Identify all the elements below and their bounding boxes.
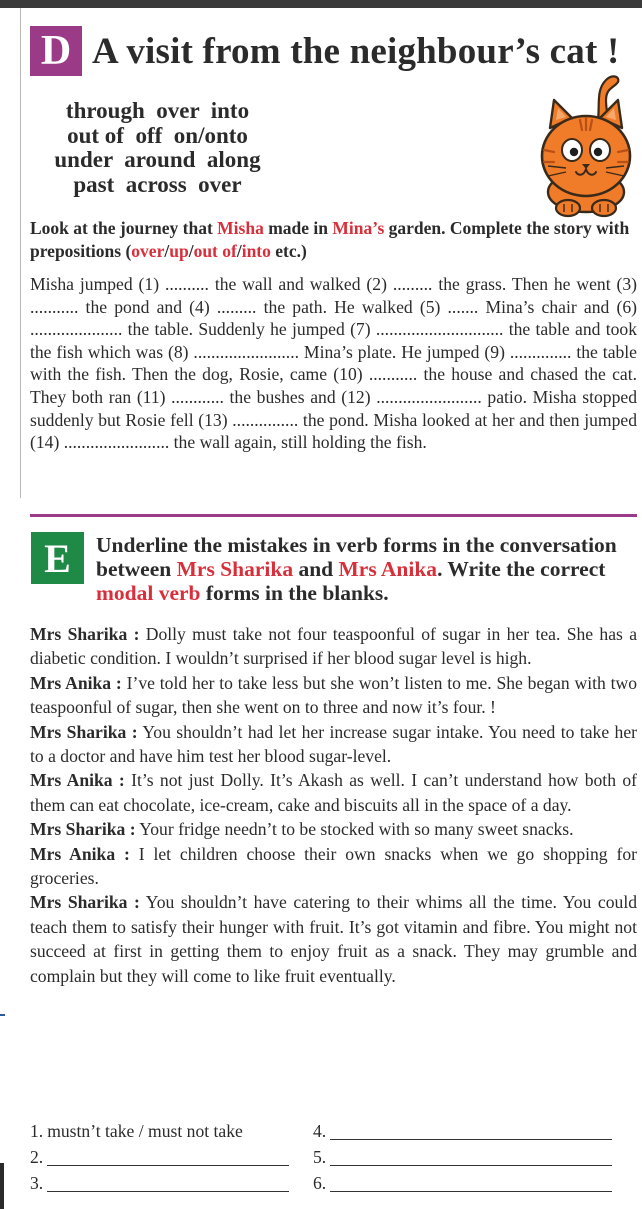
instruction-highlight: into xyxy=(241,241,271,261)
instruction-text: forms in the blanks. xyxy=(200,581,389,605)
dialogue-text: You shouldn’t had let her increase sugar intake. You need to take her to a doctor and have him test her blood sugar-level. xyxy=(30,721,637,767)
answer-blank-3[interactable] xyxy=(47,1171,289,1192)
word-box-line: under around along xyxy=(54,147,261,172)
instruction-highlight: Mrs Anika xyxy=(338,557,438,581)
instruction-highlight: up xyxy=(169,241,189,261)
answer-number: 6. xyxy=(313,1173,327,1193)
conversation-turn xyxy=(30,842,637,891)
instruction-highlight: Misha xyxy=(217,218,264,238)
dialogue-text: I’ve told her to take less but she won’t listen to me. She began with two teaspoonful of sugar, then she went on to three and now it’s four. ! xyxy=(30,672,637,718)
dialogue-text: I let children choose their own snacks when we go shopping for groceries. xyxy=(30,843,637,889)
instruction-text: etc.) xyxy=(270,241,307,261)
answer-number: 4. xyxy=(313,1121,327,1141)
instruction-text: / xyxy=(164,241,170,261)
speaker-label: Mrs Anika : xyxy=(30,672,122,693)
margin-marker xyxy=(0,1163,4,1209)
instruction-text: Underline the mistakes in verb forms in the conversation between xyxy=(96,533,617,581)
section-d-instruction xyxy=(30,217,636,263)
instruction-text: Look at the journey that xyxy=(30,218,218,238)
answer-number: 1. xyxy=(30,1121,44,1141)
instruction-highlight: Mina’s xyxy=(332,218,385,238)
instruction-highlight: modal verb xyxy=(96,581,201,605)
instruction-text: / xyxy=(188,241,194,261)
conversation-turn xyxy=(30,720,637,769)
conversation xyxy=(30,622,637,988)
answer-item xyxy=(313,1170,613,1196)
answer-row xyxy=(30,1144,637,1170)
dialogue-text: Dolly must take not four teaspoonful of sugar in her tea. She has a diabetic condition. I wouldn’t surprised if her blood sugar level is high. xyxy=(30,624,638,669)
dialogue-text: You shouldn’t have catering to their whims all the time. You could teach them to satisfy their hunger with fruit. It’s got vitamin and fibre. You might not succeed at first in getting them to enjoy fruit as a snack. They may grumble and complain but they will come to like fruit eventually. xyxy=(30,892,637,986)
answer-item xyxy=(30,1118,313,1144)
answer-row xyxy=(30,1170,637,1196)
instruction-text: and xyxy=(293,557,339,581)
answer-item xyxy=(313,1118,613,1144)
answer-blank-2[interactable] xyxy=(47,1145,289,1166)
instruction-text: garden. Complete the story with prepositions ( xyxy=(30,218,630,261)
word-box-line: past across over xyxy=(73,171,242,197)
word-box-line: out of off on/onto xyxy=(67,122,248,148)
speaker-label: Mrs Sharika : xyxy=(30,721,138,742)
answer-item xyxy=(30,1144,313,1170)
answer-example: mustn’t take / must not take xyxy=(47,1121,243,1141)
top-bar xyxy=(0,0,642,8)
dialogue-text: Your fridge needn’t to be stocked with so many sweet snacks. xyxy=(135,819,574,840)
dialogue-text: It’s not just Dolly. It’s Akash as well. I can’t understand how both of them can eat chocolate, ice-cream, cake and biscuits all in the space of a day. xyxy=(30,770,637,815)
answer-item xyxy=(30,1170,313,1196)
story-paragraph: Misha jumped (1) .......... the wall and walked (2) ......... the grass. Then he went (3) ........... the pond and (4) ......... the path. He walked (5) ....... Mina’s chair and (6) ..................... the table. Suddenly he jumped (7) ............................. the table and took the fish which was (8) ........................ Mina’s plate. He jumped (9) .............. the table with the fish. Then the dog, Rosie, came (10) ........... the house and chased the cat. They both ran (11) ............ the bushes and (12) ........................ patio. Misha stopped suddenly but Rosie fell (13) ............... the pond. Misha looked at her and then jumped (14) ........................ the wall again, still holding the fish. xyxy=(30,274,637,453)
answer-number: 2. xyxy=(30,1147,44,1167)
instruction-text: . Write the correct xyxy=(437,557,606,581)
answer-blank-4[interactable] xyxy=(330,1119,612,1140)
conversation-turn xyxy=(30,768,637,817)
word-box-line: through over into xyxy=(65,98,250,123)
section-d-badge: D xyxy=(30,26,82,76)
conversation-turn xyxy=(30,622,637,671)
answer-blank-5[interactable] xyxy=(330,1145,612,1166)
answer-blank-6[interactable] xyxy=(330,1171,612,1192)
preposition-word-box xyxy=(30,99,285,197)
instruction-text: made in xyxy=(263,218,333,238)
margin-tick xyxy=(0,1014,5,1016)
answer-blanks xyxy=(30,1118,637,1196)
conversation-turn xyxy=(30,890,637,988)
speaker-label: Mrs Anika : xyxy=(30,843,130,864)
speaker-label: Mrs Anika : xyxy=(30,770,125,791)
speaker-label: Mrs Sharika : xyxy=(30,624,140,644)
section-divider xyxy=(30,514,637,517)
answer-row xyxy=(30,1118,637,1144)
cat-illustration-icon xyxy=(536,70,636,218)
instruction-text: / xyxy=(236,241,242,261)
margin-line xyxy=(20,8,21,498)
speaker-label: Mrs Sharika : xyxy=(30,892,140,913)
conversation-turn xyxy=(30,671,637,720)
answer-number: 3. xyxy=(30,1173,44,1193)
instruction-highlight: over xyxy=(131,241,165,261)
section-e-instruction xyxy=(96,533,636,605)
section-e-badge: E xyxy=(31,532,84,584)
speaker-label: Mrs Sharika : xyxy=(30,819,136,840)
instruction-highlight: out of xyxy=(193,241,237,261)
answer-number: 5. xyxy=(313,1147,327,1167)
instruction-highlight: Mrs Sharika xyxy=(176,557,294,581)
section-d-title: A visit from the neighbour’s cat ! xyxy=(92,31,620,72)
answer-item xyxy=(313,1144,613,1170)
conversation-turn xyxy=(30,817,637,841)
